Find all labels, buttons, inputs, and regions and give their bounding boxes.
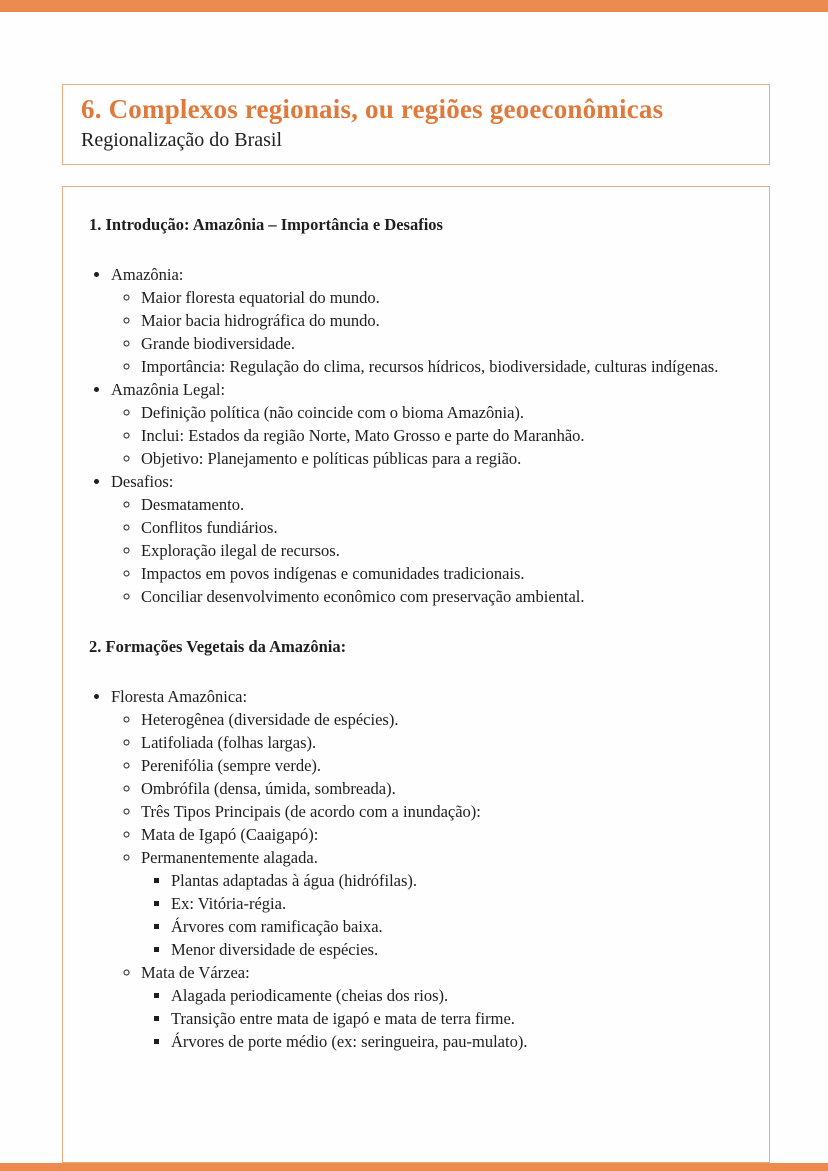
list-item	[171, 938, 743, 961]
list-item-text: Desafios:	[111, 472, 174, 491]
bullet-list-level-1	[89, 685, 743, 1053]
list-item-text: Inclui: Estados da região Norte, Mato Grosso e parte do Maranhão.	[141, 426, 585, 445]
list-item	[141, 539, 743, 562]
title-box	[62, 84, 770, 165]
content-box	[62, 186, 770, 1163]
list-item-text: Conflitos fundiários.	[141, 518, 278, 537]
list-item	[141, 800, 743, 823]
list-item	[141, 585, 743, 608]
bullet-list-level-2	[111, 401, 743, 470]
list-item	[171, 984, 743, 1007]
bottom-accent-bar	[0, 1163, 828, 1171]
list-item	[141, 562, 743, 585]
list-item	[141, 777, 743, 800]
list-item-text: Menor diversidade de espécies.	[171, 940, 379, 959]
list-item-text: Transição entre mata de igapó e mata de terra firme.	[171, 1009, 515, 1028]
list-item-text: Alagada periodicamente (cheias dos rios).	[171, 986, 449, 1005]
list-item	[171, 892, 743, 915]
list-item	[141, 493, 743, 516]
list-item-text: Exploração ilegal de recursos.	[141, 541, 340, 560]
list-item-text: Ex: Vitória-régia.	[171, 894, 287, 913]
list-item-text: Mata de Várzea:	[141, 963, 250, 982]
bullet-list-level-2	[111, 708, 743, 1053]
list-item	[141, 447, 743, 470]
list-item-text: Conciliar desenvolvimento econômico com preservação ambiental.	[141, 587, 585, 606]
list-item	[111, 378, 743, 470]
list-item-text: Três Tipos Principais (de acordo com a inundação):	[141, 802, 481, 821]
list-item-text: Maior floresta equatorial do mundo.	[141, 288, 380, 307]
list-item	[141, 401, 743, 424]
list-item-text: Definição política (não coincide com o bioma Amazônia).	[141, 403, 525, 422]
list-item-text: Objetivo: Planejamento e políticas públicas para a região.	[141, 449, 522, 468]
bullet-list-level-3	[141, 869, 743, 961]
list-item	[171, 1030, 743, 1053]
list-item-text: Heterogênea (diversidade de espécies).	[141, 710, 399, 729]
list-item-text: Floresta Amazônica:	[111, 687, 248, 706]
list-item	[141, 355, 743, 378]
bullet-list-level-3	[141, 984, 743, 1053]
list-item	[141, 286, 743, 309]
bullet-list-level-2	[111, 286, 743, 378]
list-item-text: Amazônia Legal:	[111, 380, 226, 399]
list-item	[141, 708, 743, 731]
page-title: 6. Complexos regionais, ou regiões geoeconômicas	[81, 94, 664, 124]
list-item	[111, 685, 743, 1053]
section-heading: 1. Introdução: Amazônia – Importância e Desafios	[89, 215, 443, 234]
list-item-text: Perenifólia (sempre verde).	[141, 756, 322, 775]
list-item	[141, 309, 743, 332]
list-item-text: Plantas adaptadas à água (hidrófilas).	[171, 871, 418, 890]
bullet-list-level-2	[111, 493, 743, 608]
list-item-text: Ombrófila (densa, úmida, sombreada).	[141, 779, 396, 798]
list-item	[171, 915, 743, 938]
list-item-text: Importância: Regulação do clima, recursos hídricos, biodiversidade, culturas indígenas.	[141, 357, 719, 376]
list-item	[111, 470, 743, 608]
list-item	[141, 332, 743, 355]
section-heading: 2. Formações Vegetais da Amazônia:	[89, 637, 347, 656]
list-item	[141, 731, 743, 754]
list-item-text: Grande biodiversidade.	[141, 334, 295, 353]
list-item	[171, 869, 743, 892]
list-item-text: Desmatamento.	[141, 495, 245, 514]
list-item-text: Árvores com ramificação baixa.	[171, 917, 383, 936]
list-item-text: Latifoliada (folhas largas).	[141, 733, 317, 752]
list-item	[111, 263, 743, 378]
list-item-text: Amazônia:	[111, 265, 184, 284]
list-item	[171, 1007, 743, 1030]
list-item	[141, 424, 743, 447]
list-item-text: Impactos em povos indígenas e comunidades tradicionais.	[141, 564, 525, 583]
list-item-text: Mata de Igapó (Caaigapó):	[141, 825, 319, 844]
page-subtitle: Regionalização do Brasil	[81, 129, 283, 152]
top-accent-bar	[0, 0, 828, 12]
list-item-text: Maior bacia hidrográfica do mundo.	[141, 311, 380, 330]
list-item-text: Árvores de porte médio (ex: seringueira, pau-mulato).	[171, 1032, 528, 1051]
list-item	[141, 846, 743, 961]
list-item	[141, 823, 743, 846]
list-item	[141, 516, 743, 539]
list-item-text: Permanentemente alagada.	[141, 848, 318, 867]
list-item	[141, 961, 743, 1053]
bullet-list-level-1	[89, 263, 743, 608]
list-item	[141, 754, 743, 777]
